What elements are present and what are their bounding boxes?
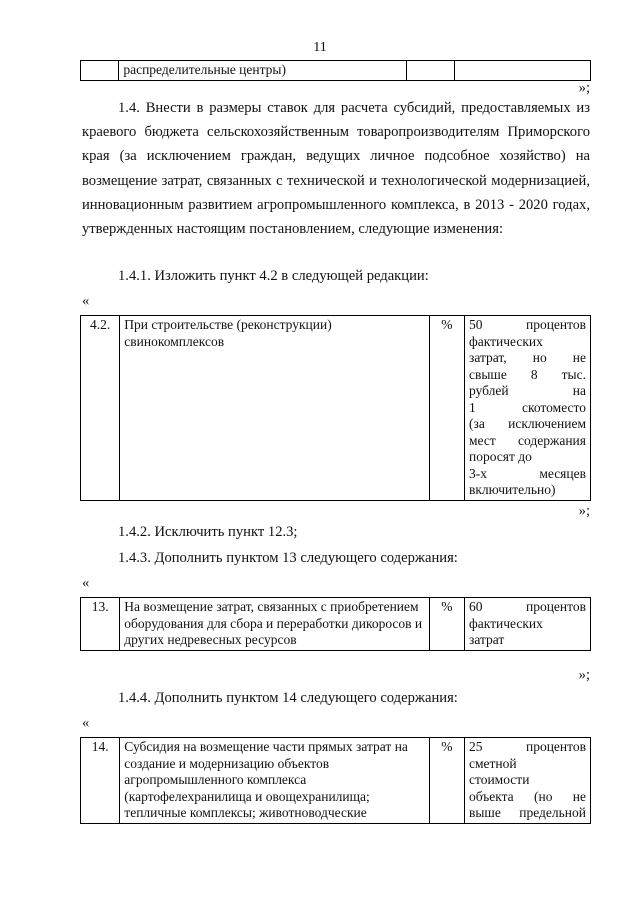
rate-line: свыше 8 тыс.	[468, 366, 586, 382]
rate-line: 3-х месяцев	[468, 465, 586, 481]
row-4-2-desc: При строительстве (реконструкции) свинокомплексов	[120, 316, 429, 501]
rate-line: 1 скотоместо	[468, 399, 586, 415]
item-1-4-2: 1.4.2. Исключить пункт 12.3;	[118, 524, 298, 540]
rate-line: объекта (но не	[468, 788, 586, 804]
row-14-num: 14.	[81, 738, 120, 824]
table-row-4-2	[80, 315, 591, 501]
top-row-num-cell	[81, 61, 119, 81]
rate-line: рублей на	[468, 383, 586, 398]
table-row-14	[80, 737, 591, 824]
opening-quote-3: «	[82, 715, 90, 731]
closing-quote-2: »;	[578, 503, 590, 519]
row-13-unit: %	[429, 598, 464, 651]
item-1-4-1: 1.4.1. Изложить пункт 4.2 в следующей редакции:	[118, 268, 429, 284]
row-13-rate	[464, 598, 590, 651]
row-14-rate	[464, 738, 590, 824]
top-row-rate-cell	[454, 61, 590, 81]
rate-line: мест содержания	[468, 432, 586, 448]
opening-quote-1: «	[82, 293, 90, 309]
row-13-num: 13.	[81, 598, 120, 651]
opening-quote-2: «	[82, 575, 90, 591]
top-row-unit-cell	[406, 61, 454, 81]
rate-line: затрат, но не	[468, 350, 586, 365]
row-4-2-unit: %	[429, 316, 464, 501]
closing-quote-3: »;	[578, 667, 590, 683]
row-14-desc: Субсидия на возмещение части прямых затрат на создание и модернизацию объектов агропромышленного комплекса (картофелехранилища и овощехранилища; тепличные комплексы; животноводческие	[120, 738, 429, 824]
item-1-4-4: 1.4.4. Дополнить пунктом 14 следующего содержания:	[118, 690, 458, 706]
rate-line: стоимости	[468, 772, 530, 787]
rate-line: 25 процентов	[468, 739, 586, 754]
rate-line: 60 процентов	[468, 599, 586, 614]
rate-line: сметной	[468, 755, 517, 771]
rate-line: 50 процентов	[468, 317, 586, 332]
row-13-desc: На возмещение затрат, связанных с приобретением оборудования для сбора и переработки дикоросов и других недревесных ресурсов	[120, 598, 429, 651]
rate-line: фактических	[468, 333, 543, 349]
row-4-2-rate	[464, 316, 590, 501]
rate-line: (за исключением	[468, 416, 586, 431]
row-4-2-num: 4.2.	[81, 316, 120, 501]
top-table-row	[80, 60, 591, 81]
rate-line: затрат	[468, 632, 505, 647]
rate-line: выше предельной	[468, 805, 586, 820]
rate-line: поросят до	[468, 449, 532, 464]
row-14-unit: %	[429, 738, 464, 824]
paragraph-1-4-text: 1.4. Внести в размеры ставок для расчета субсидий, предоставляемых из краевого бюджета сельскохозяйственным товаропроизводителям Приморского края (за исключением граждан, ведущих личное подсобное хозяйство) на возмещение затрат, связанных с технической и технологической модернизацией, инновационным развитием агропромышленного комплекса, в 2013 - 2020 годах, утвержденных настоящим постановлением, следующие изменения:	[82, 100, 590, 238]
item-1-4-3: 1.4.3. Дополнить пунктом 13 следующего содержания:	[118, 550, 458, 566]
paragraph-1-4	[82, 96, 590, 241]
table-row-13	[80, 597, 591, 651]
rate-line: фактических	[468, 615, 543, 631]
rate-line: включительно)	[468, 482, 556, 497]
closing-quote-1: »;	[578, 80, 590, 96]
page-number: 11	[313, 40, 327, 55]
top-row-desc-cell: распределительные центры)	[119, 61, 406, 81]
